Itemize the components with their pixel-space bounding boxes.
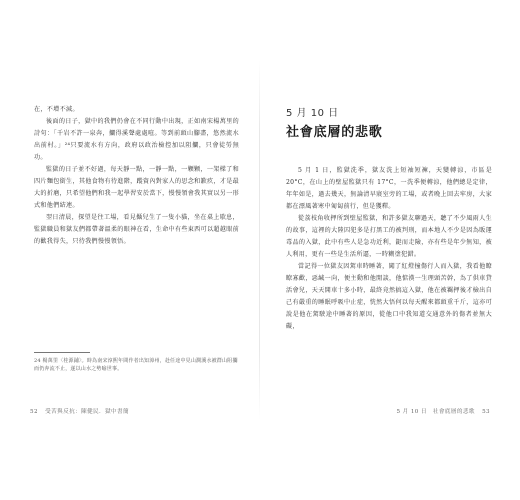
- chapter-date: 5 月 10 日: [286, 108, 339, 119]
- footnote: 24 楊萬里〈桂源鋪〉。時為南宋淳熙年間作者出知漳州，赴任途中見山澗溪水被群山阻攔而仍奔流不止，遂以山水之勢喻世事。: [34, 358, 238, 372]
- left-paragraph-1: 在，不增不減。: [34, 106, 79, 113]
- right-paragraph-2: 從荔枝角收押所到壁屋監獄，和許多獄友聊過天，聽了不少風雨人生的故事，這裡的大陸囚犯多是打黑工的被判刑，而本地人不少是因為販運毒品的入獄，此中有些人是急功近利，鋌而走險，亦有些是年少無知，被人利用，更有一些是生活所逼，一時糊塗犯錯。: [286, 215, 492, 258]
- right-body-text: [286, 165, 492, 333]
- left-paragraph-4: 翌日清晨，探望是往工場，看見攝兒生了一隻小貓，坐在桌上歇息，監獄職員和獄友們都帶著溫柔的眼神在看，生命中有些東西可以超越眼前的歡我得失，只待我們慢慢領悟。: [34, 214, 239, 245]
- left-paragraph-3: 監獄的日子並不好過，每天靜一點，一靜一點，一颗颗，一架樑了和四片麵包銜生，其他食物有待進階，蹤資內對家人的思念和歉疚，才是最大的折磨，只希望他們和我一起學習安於當下，慢慢領會我其實以另一形式和他們結連。: [34, 166, 239, 209]
- footnote-rule: [34, 352, 90, 353]
- left-page-number: 52: [30, 409, 38, 415]
- left-paragraph-2: 後面的日子，獄中的我們仍會在不同行動中出現，正如南宋楊萬里的詩句：「千岩不許一泉奔，攔得溪聲處處喧。等到前頭山腳盡，悠然流水出前村。」²⁴只要流水有方向，政府以政治檢控加以阻攔，只會徒勞無功。: [34, 118, 239, 161]
- right-paragraph-3: 當記得一位獄友因駕車時睡著，闖了紅燈撞傷行人而入獄，我看他瞭瞭寡歡，惡緘一向，便主動和他閒談，他惦漢一生理頭苦幹，為了供車貸活會兒，天天開車十多小時，最終竟然搞這入獄，他在被羈押後才檢出自己有嚴重的睡眠呼吸中止症，恍然大悟何以每天醒來都頭重千斤，這亦可說是他在駕駛途中睡著的原因，從他口中我知道交通意外的傷者並無大礙，: [286, 263, 492, 330]
- running-book-title: 受苦與反抗：陳健民．獄中書簡: [45, 409, 130, 415]
- right-paragraph-1: 5 月 1 日，監獄洗季，獄友洗上短袖短褲，天變轉涼，市區是 20°C，在山上的壁屋監獄只有 17°C，一洗季便轉涼，他們總是定律，年年如是，過去幾天，無論清早寢室旁的工場，或者晚上回去牢房，大家都在漂風著寒中匍匐前行，但是獲釋。: [286, 167, 492, 210]
- chapter-title: 社會底層的悲歌: [286, 125, 383, 140]
- right-page: [260, 0, 520, 500]
- left-body-text: [34, 104, 239, 248]
- right-page-number: 53: [482, 409, 490, 415]
- right-footer: [392, 407, 490, 415]
- left-footer: [30, 407, 134, 415]
- running-chapter-ref: 5 月 10 日 社會底層的悲歌: [396, 409, 475, 415]
